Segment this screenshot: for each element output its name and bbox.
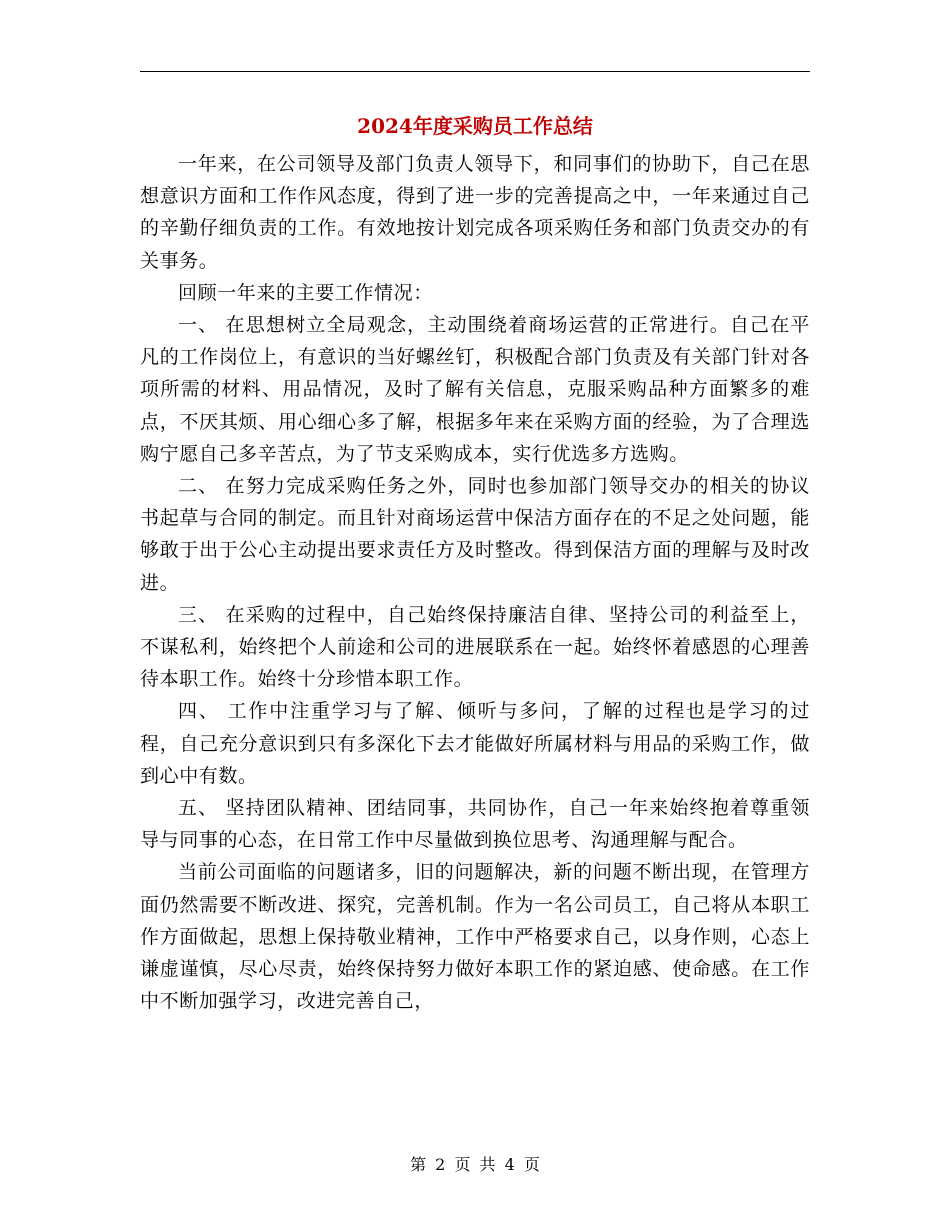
page-number-footer: 第 2 页 共 4 页 (410, 1155, 540, 1174)
document-body (140, 148, 810, 1017)
paragraph-item-2: 二、 在努力完成采购任务之外，同时也参加部门领导交办的相关的协议书起草与合同的制定。而且针对商场运营中保洁方面存在的不足之处问题，能够敢于出于公心主动提出要求责任方及时整改。得到保洁方面的理解与及时改进。 (140, 475, 810, 594)
paragraph-item-4: 四、 工作中注重学习与了解、倾听与多问，了解的过程也是学习的过程，自己充分意识到只有多深化下去才能做好所属材料与用品的采购工作，做到心中有数。 (140, 700, 810, 787)
paragraph-review-heading: 回顾一年来的主要工作情况： (178, 281, 433, 304)
document-title: 2024年度采购员工作总结 (357, 114, 593, 138)
paragraph-item-1: 一、 在思想树立全局观念，主动围绕着商场运营的正常进行。自己在平凡的工作岗位上，有意识的当好螺丝钉，积极配合部门负责及有关部门针对各项所需的材料、用品情况，及时了解有关信息，克服采购品种方面繁多的难点，不厌其烦、用心细心多了解，根据多年来在采购方面的经验，为了合理选购宁愿自己多辛苦点，为了节支采购成本，实行优选多方选购。 (140, 314, 810, 465)
paragraph-outlook: 当前公司面临的问题诸多，旧的问题解决，新的问题不断出现，在管理方面仍然需要不断改进、探究，完善机制。作为一名公司员工，自己将从本职工作方面做起，思想上保持敬业精神，工作中严格要求自己，以身作则，心态上谦虚谨慎，尽心尽责，始终保持努力做好本职工作的紧迫感、使命感。在工作中不断加强学习，改进完善自己， (140, 861, 810, 1013)
paragraph-item-5: 五、 坚持团队精神、团结同事，共同协作，自己一年来始终抱着尊重领导与同事的心态，在日常工作中尽量做到换位思考、沟通理解与配合。 (140, 797, 810, 852)
paragraph-item-3: 三、 在采购的过程中，自己始终保持廉洁自律、坚持公司的利益至上，不谋私利，始终把个人前途和公司的进展联系在一起。始终怀着感恩的心理善待本职工作。始终十分珍惜本职工作。 (140, 603, 810, 691)
header-rule (140, 71, 810, 72)
paragraph-intro: 一年来，在公司领导及部门负责人领导下，和同事们的协助下，自己在思想意识方面和工作作风态度，得到了进一步的完善提高之中，一年来通过自己的辛勤仔细负责的工作。有效地按计划完成各项采购任务和部门负责交办的有关事务。 (140, 153, 810, 272)
